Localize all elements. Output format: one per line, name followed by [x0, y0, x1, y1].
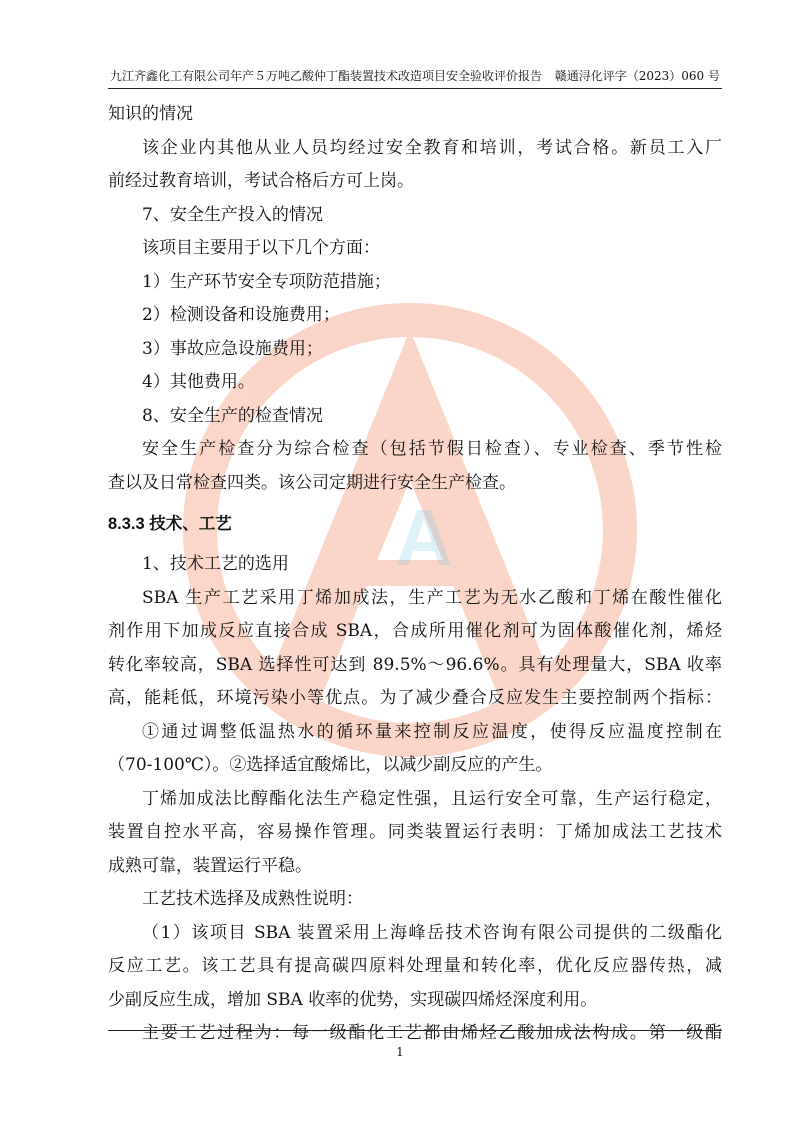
text-line: 3）事故应急设施费用；	[142, 338, 323, 359]
text-line: 前经过教育培训，考试合格后方可上岗。	[108, 171, 414, 191]
text-line: ①通过调整低温热水的循环量来控制反应温度，使得反应温度控制在	[142, 721, 722, 742]
text-line: 转化率较高，SBA 选择性可达到 89.5%～96.6%。具有处理量大，SBA 收率	[108, 654, 722, 675]
text-line: SBA 生产工艺采用丁烯加成法，生产工艺为无水乙酸和丁烯在酸性催化	[142, 587, 722, 608]
text-line: 7、安全生产投入的情况	[142, 204, 323, 225]
text-line: 工艺技术选择及成熟性说明：	[142, 889, 363, 909]
text-line: 高，能耗低，环境污染小等优点。为了减少叠合反应发生主要控制两个指标：	[108, 688, 722, 708]
text-line: （1）该项目 SBA 装置采用上海峰岳技术咨询有限公司提供的二级酯化	[142, 922, 722, 943]
document-body	[108, 98, 722, 1051]
text-line: 少副反应生成，增加 SBA 收率的优势，实现碳四烯烃深度利用。	[108, 989, 598, 1010]
text-line: 4）其他费用。	[142, 372, 255, 392]
text-line: 2）检测设备和设施费用；	[142, 305, 340, 325]
text-line: 该企业内其他从业人员均经过安全教育和培训，考试合格。新员工入厂	[142, 137, 722, 158]
text-line: 装置自控水平高，容易操作管理。同类装置运行表明：丁烯加成法工艺技术	[108, 822, 722, 842]
text-line: 8、安全生产的检查情况	[142, 405, 323, 426]
text-line: 安全生产检查分为综合检查（包括节假日检查）、专业检查、季节性检	[142, 439, 722, 459]
page-number: 1	[396, 1045, 404, 1059]
text-line: 丁烯加成法比醇酯化法生产稳定性强，且运行安全可靠，生产运行稳定，	[142, 788, 722, 809]
text-line: 该项目主要用于以下几个方面：	[142, 238, 380, 258]
section-heading: 8.3.3 技术、工艺	[108, 515, 232, 533]
text-line: 反应工艺。该工艺具有提高碳四原料处理量和转化率，优化反应器传热，减	[108, 956, 722, 976]
header-divider	[108, 88, 722, 89]
watermark-char: A	[395, 493, 453, 582]
text-line: 知识的情况	[108, 104, 193, 124]
text-line: 剂作用下加成反应直接合成 SBA，合成所用催化剂可为固体酸催化剂，烯烃	[108, 621, 722, 641]
text-line: 主要工艺过程为：每一级酯化工艺都由烯烃乙酸加成法构成。第一级酯	[142, 1023, 722, 1043]
footer-divider	[108, 1030, 722, 1031]
header-report-number: 赣通浔化评字（2023）060 号	[554, 69, 720, 83]
text-line: （70-100℃）。②选择适宜酸烯比，以减少副反应的产生。	[108, 755, 553, 775]
text-line: 查以及日常检查四类。该公司定期进行安全生产检查。	[108, 472, 516, 493]
page-header	[108, 64, 722, 86]
header-title: 九江齐鑫化工有限公司年产５万吨乙酸仲丁酯装置技术改造项目安全验收评价报告	[110, 69, 543, 83]
text-line: 1）生产环节安全专项防范措施；	[142, 271, 391, 292]
text-line: 1、技术工艺的选用	[142, 554, 289, 574]
text-line: 成熟可靠，装置运行平稳。	[108, 855, 312, 876]
